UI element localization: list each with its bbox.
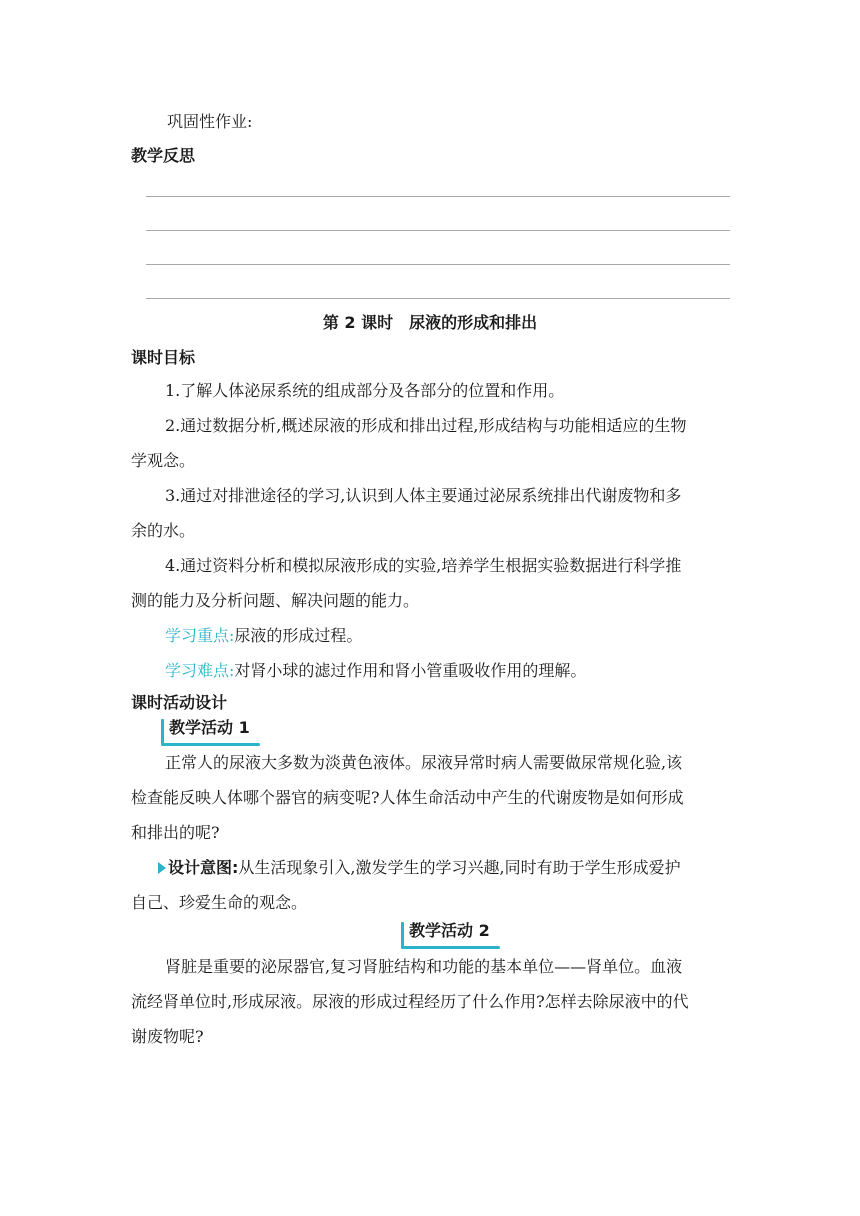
- reflection-rule-2: [146, 230, 730, 231]
- badge-underline-icon: [161, 743, 260, 746]
- lesson-title: 第 2 课时 尿液的形成和排出: [322, 313, 538, 332]
- key-point-text: 尿液的形成过程。: [234, 626, 363, 645]
- objective-3-line-2: 余的水。: [131, 521, 196, 540]
- activity-1-line-3: 和排出的呢?: [131, 823, 220, 842]
- key-point: [165, 626, 362, 646]
- key-point-label: 学习重点:: [165, 626, 235, 645]
- homework-label: 巩固性作业:: [167, 112, 253, 131]
- objective-2-line-2: 学观念。: [131, 451, 196, 470]
- reflection-rule-4: [146, 298, 730, 299]
- objective-1-line-1: 1.了解人体泌尿系统的组成部分及各部分的位置和作用。: [165, 381, 565, 400]
- difficulty-text: 对肾小球的滤过作用和肾小管重吸收作用的理解。: [234, 661, 587, 680]
- intent-label: 设计意图:: [168, 858, 239, 877]
- activity-2-badge-label: 教学活动 2: [409, 921, 490, 940]
- objective-4-line-1: 4.通过资料分析和模拟尿液形成的实验,培养学生根据实验数据进行科学推: [165, 556, 682, 575]
- activity-1-line-1: 正常人的尿液大多数为淡黄色液体。尿液异常时病人需要做尿常规化验,该: [165, 753, 683, 772]
- reflection-rule-1: [146, 196, 730, 197]
- badge-bar-icon: [161, 719, 164, 745]
- activity-1-badge: [161, 717, 260, 739]
- objectives-heading: 课时目标: [131, 348, 196, 367]
- objective-2-line-1: 2.通过数据分析,概述尿液的形成和排出过程,形成结构与功能相适应的生物: [165, 416, 687, 435]
- reflection-rule-3: [146, 264, 730, 265]
- badge-underline-icon: [401, 946, 500, 949]
- activity-2-line-1: 肾脏是重要的泌尿器官,复习肾脏结构和功能的基本单位——肾单位。血液: [165, 957, 683, 976]
- reflection-heading: 教学反思: [131, 146, 196, 165]
- activity-1-intent: [158, 858, 681, 878]
- activity-2-line-2: 流经肾单位时,形成尿液。尿液的形成过程经历了什么作用?怎样去除尿液中的代: [131, 992, 689, 1011]
- activity-1-intent-line-2: 自己、珍爱生命的观念。: [131, 893, 308, 912]
- triangle-pointer-icon: [158, 862, 166, 874]
- difficulty: [165, 661, 586, 681]
- activity-design-heading: 课时活动设计: [131, 693, 228, 712]
- badge-bar-icon: [401, 922, 404, 948]
- difficulty-label: 学习难点:: [165, 661, 235, 680]
- intent-line-1: 从生活现象引入,激发学生的学习兴趣,同时有助于学生形成爱护: [238, 858, 681, 877]
- activity-1-line-2: 检查能反映人体哪个器官的病变呢?人体生命活动中产生的代谢废物是如何形成: [131, 788, 684, 807]
- objective-4-line-2: 测的能力及分析问题、解决问题的能力。: [131, 591, 420, 610]
- activity-1-badge-label: 教学活动 1: [169, 718, 250, 737]
- activity-2-badge: [401, 920, 500, 942]
- objective-3-line-1: 3.通过对排泄途径的学习,认识到人体主要通过泌尿系统排出代谢废物和多: [165, 486, 682, 505]
- activity-2-line-3: 谢废物呢?: [131, 1027, 204, 1046]
